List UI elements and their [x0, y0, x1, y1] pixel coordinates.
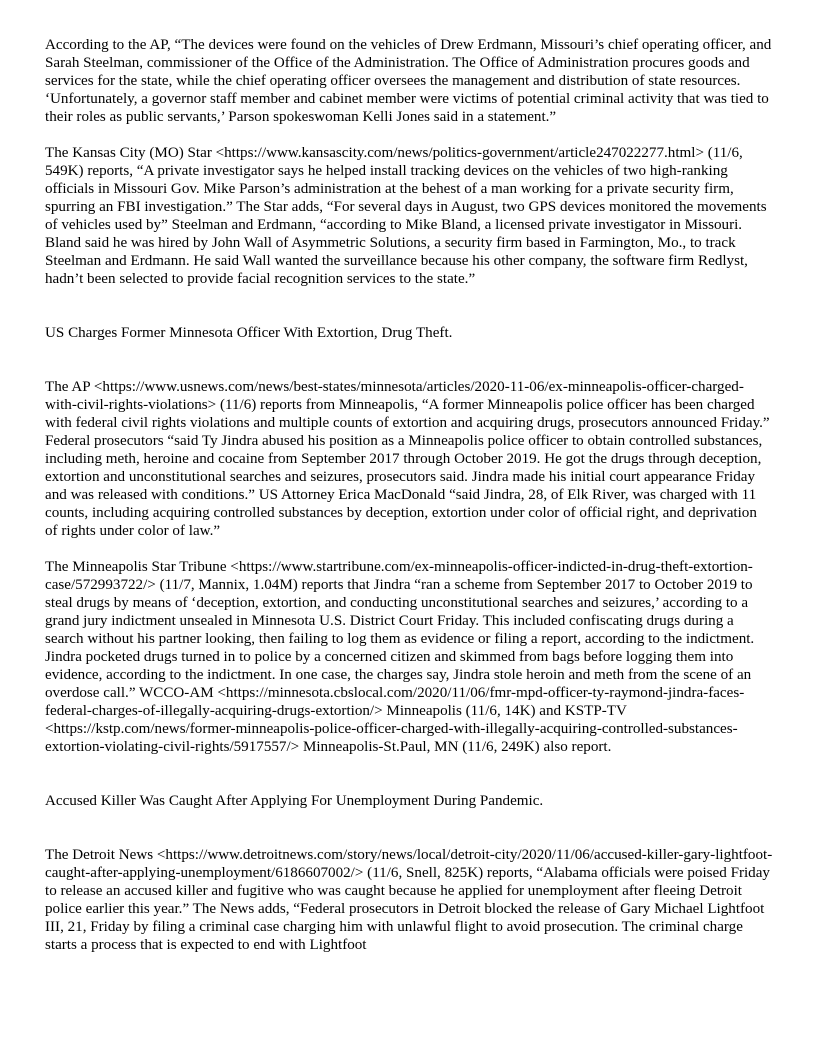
paragraph-ap-minneapolis: The AP <https://www.usnews.com/news/best-states/minnesota/articles/2020-11-06/ex-minneapolis-officer-charged-with-civil-rights-violations> (11/6) reports from Minneapolis, “A former Minneapolis police officer has been charged with federal civil rights violations and multiple counts of extortion and acquiring drugs, prosecutors announced Friday.” Federal prosecutors “said Ty Jindra abused his position as a Minneapolis police officer to obtain controlled substances, including meth, heroine and cocaine from September 2017 through October 2019. He got the drugs through deception, extortion and unconstitutional searches and seizures, prosecutors said. Jindra made his initial court appearance Friday and was released with conditions.” US Attorney Erica MacDonald “said Jindra, 28, of Elk River, was charged with 11 counts, including acquiring controlled substances by deception, extortion under color of official right, and deprivation of rights under color of law.” — [45, 379, 770, 539]
document-page — [45, 36, 773, 972]
headline-accused-killer: Accused Killer Was Caught After Applying For Unemployment During Pandemic. — [45, 793, 544, 809]
paragraph-kansas-city-star: The Kansas City (MO) Star <https://www.kansascity.com/news/politics-government/article247022277.html> (11/6, 549K) reports, “A private investigator says he helped install tracking devices on the vehicles of two high-ranking officials in Missouri Gov. Mike Parson’s administration at the behest of a man working for a private security firm, spurring an FBI investigation.” The Star adds, “For several days in August, two GPS devices monitored the movements of vehicles used by” Steelman and Erdmann, “according to Mike Bland, a licensed private investigator in Missouri. Bland said he was hired by John Wall of Asymmetric Solutions, a security firm based in Farmington, Mo., to track Steelman and Erdmann. He said Wall wanted the surveillance because his other company, the software firm Redlyst, hadn’t been selected to provide facial recognition services to the state.” — [45, 145, 767, 287]
paragraph-ap-missouri-devices: According to the AP, “The devices were found on the vehicles of Drew Erdmann, Missouri’s chief operating officer, and Sarah Steelman, commissioner of the Office of the Administration. The Office of Administration procures goods and services for the state, while the chief operating officer oversees the management and distribution of state resources. ‘Unfortunately, a governor staff member and cabinet member were victims of potential criminal activity that was tied to their roles as public servants,’ Parson spokeswoman Kelli Jones said in a statement.” — [45, 37, 772, 125]
headline-minnesota-officer: US Charges Former Minnesota Officer With Extortion, Drug Theft. — [45, 325, 453, 341]
paragraph-star-tribune: The Minneapolis Star Tribune <https://www.startribune.com/ex-minneapolis-officer-indicted-in-drug-theft-extortion-case/572993722/> (11/7, Mannix, 1.04M) reports that Jindra “ran a scheme from September 2017 to October 2019 to steal drugs by means of ‘deception, extortion, and conducting unconstitutional searches and seizures,’ according to a grand jury indictment unsealed in Minnesota U.S. District Court Friday. This included confiscating drugs during a search without his partner looking, then failing to log them as evidence or filing a report, according to the indictment. Jindra pocketed drugs turned in to police by a concerned citizen and skimmed from bags before logging them into evidence, according to the indictment. In one case, the charges say, Jindra stole heroin and meth from the scene of an overdose call.” WCCO-AM <https://minnesota.cbslocal.com/2020/11/06/fmr-mpd-officer-ty-raymond-jindra-faces-federal-charges-of-illegally-acquiring-drugs-extortion/> Minneapolis (11/6, 14K) and KSTP-TV <https://kstp.com/news/former-minneapolis-police-officer-charged-with-illegally-acquiring-controlled-substances-extortion-violating-civil-rights/5917557/> Minneapolis-St.Paul, MN (11/6, 249K) also report. — [45, 559, 755, 755]
paragraph-detroit-news: The Detroit News <https://www.detroitnews.com/story/news/local/detroit-city/2020/11/06/accused-killer-gary-lightfoot-caught-after-applying-unemployment/6186607002/> (11/6, Snell, 825K) reports, “Alabama officials were poised Friday to release an accused killer and fugitive who was caught because he applied for unemployment after fleeing Detroit police earlier this year.” The News adds, “Federal prosecutors in Detroit blocked the release of Gary Michael Lightfoot III, 21, Friday by filing a criminal case charging him with unlawful flight to avoid prosecution. The criminal charge starts a process that is expected to end with Lightfoot — [45, 847, 773, 953]
